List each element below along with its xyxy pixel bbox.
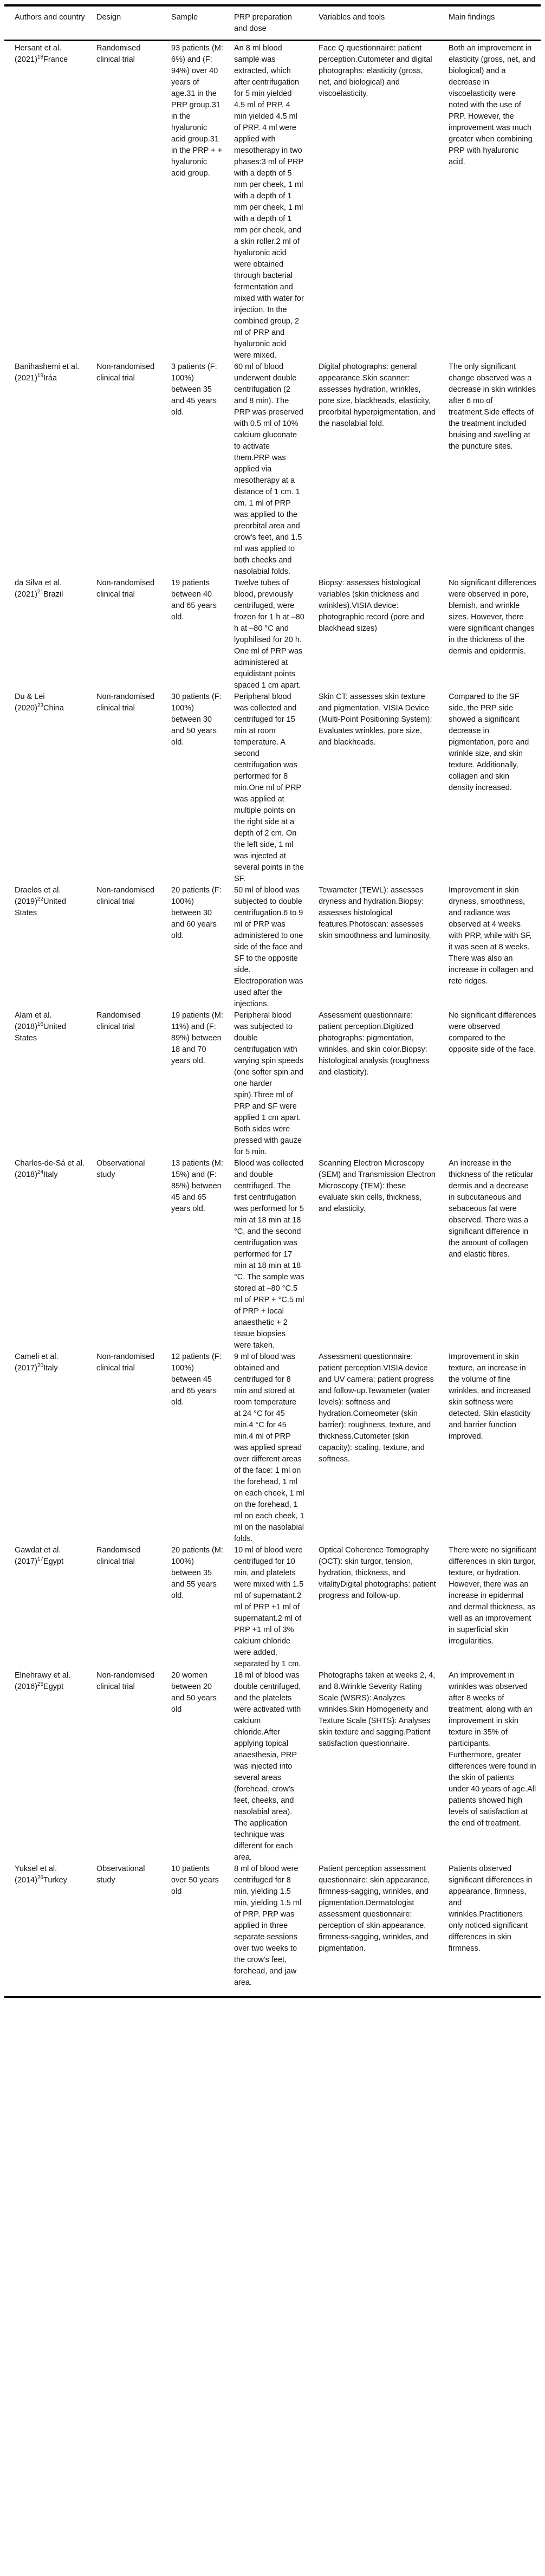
cell-design: Randomised clinical trial	[96, 1011, 141, 1031]
cell-variables-tools: Skin CT: assesses skin texture and pigmentation. VISIA Device (Multi-Point Positioning System): Evaluates wrinkles, pore size, and blackheads.	[319, 692, 432, 747]
cell-design: Observational study	[96, 1159, 145, 1179]
country-label: China	[43, 704, 64, 713]
cell-main-findings: Compared to the SF side, the PRP side showed a significant decrease in pigmentation, pore and wrinkle size, and skin texture. Additionally, collagen and skin density increased.	[449, 692, 529, 792]
reference-superscript: 24	[37, 1169, 44, 1176]
cell-main-findings: Patients observed significant differences in appearance, firmness, and wrinkles.Practitioners only noticed significant differences in skin firmness.	[449, 1865, 533, 1953]
cell-sample: 19 patients (M: 11%) and (F: 89%) between 18 and 70 years old.	[171, 1011, 223, 1065]
cell-authors-country	[4, 1545, 96, 1670]
cell-variables-tools: Optical Coherence Tomography (OCT): skin turgor, tension, hydration, thickness, and vitalityDigital photographs: patient progress and follow-up.	[319, 1546, 436, 1600]
cell-prp-preparation: Blood was collected and double centrifuged. The first centrifugation was performed for 5 min at 18 min at 18 °C, and the second centrifugation was performed for 17 min at 18 min at 18 °C. The sample was stored at –80 °C.5 ml of PRP + °C.5 ml of PRP + local anaesthetic + 2 tissue biopsies were taken.	[234, 1159, 304, 1350]
cell-prp-preparation: Twelve tubes of blood, previously centrifuged, were frozen for 1 h at –80 h at –80 °C and lyophilised for 20 h. One ml of PRP was administered at equidistant points spaced 1 cm apart.	[234, 579, 304, 690]
cell-authors-country	[4, 1863, 96, 1997]
table-row	[4, 691, 541, 885]
table-row	[4, 578, 541, 691]
country-label: Italy	[43, 1364, 58, 1373]
cell-design: Observational study	[96, 1865, 145, 1885]
reference-superscript: 19	[37, 373, 44, 379]
table-row	[4, 41, 541, 362]
cell-prp-preparation: 50 ml of blood was subjected to double centrifugation.6 to 9 ml of PRP was administered to one side of the face and SF to the opposite side. Electroporation was used after the injections.	[234, 886, 303, 1008]
cell-sample: 93 patients (M: 6%) and (F: 94%) over 40 years of age.31 in the PRP group.31 in the hyaluronic acid group.31 in the PRP + + hyaluronic acid group.	[171, 44, 223, 178]
cell-variables-tools: Digital photographs: general appearance.Skin scanner: assesses hydration, wrinkles, pore size, blackheads, elasticity, preorbital hyperpigmentation, and the nasolabial fold.	[319, 363, 436, 428]
cell-prp-preparation: 9 ml of blood was obtained and centrifuged for 8 min and stored at room temperature at 24 °C for 45 min.4 °C for 45 min.4 ml of PRP was applied spread over different areas of the face: 1 ml on the forehead, 1 ml on each cheek, 1 ml on the forehead, 1 ml on each cheek, 1 ml on the nasolabial folds.	[234, 1352, 304, 1543]
country-label: Brazil	[43, 590, 63, 599]
author-name: Cameli et al. (2017)	[15, 1352, 59, 1373]
cell-sample: 19 patients between 40 and 65 years old.	[171, 579, 217, 622]
reference-superscript: 18	[37, 54, 44, 61]
author-name: Draelos et al. (2019)	[15, 886, 61, 906]
cell-design: Non-randomised clinical trial	[96, 1671, 155, 1691]
cell-authors-country	[4, 1351, 96, 1545]
cell-variables-tools: Assessment questionnaire: patient perception.VISIA device and UV camera: patient progress and follow-up.Tewameter (water levels): softness and hydration.Corneometer (skin barrier): roughness, texture, and thickness.Cutometer (skin capacity): scaling, texture, and softness.	[319, 1352, 434, 1464]
cell-main-findings: An improvement in wrinkles was observed after 8 weeks of treatment, along with an improvement in skin texture in 35% of participants. Furthermore, greater differences were found in the skin of patients under 40 years of age.All patients showed high levels of satisfaction at the end of treatment.	[449, 1671, 536, 1828]
cell-design: Non-randomised clinical trial	[96, 1352, 155, 1373]
author-name: Yuksel et al. (2014)	[15, 1865, 57, 1885]
cell-prp-preparation: 60 ml of blood underwent double centrifugation (2 and 8 min). The PRP was preserved with 0.5 ml of 10% calcium gluconate to activate them.PRP was applied via mesotherapy at a distance of 1 cm. 1 cm. 1 ml of PRP was applied to the preorbital area and crow's feet, and 1.5 ml was applied to both cheeks and nasolabial folds.	[234, 363, 303, 576]
cell-authors-country	[4, 1670, 96, 1863]
cell-sample: 20 patients (M: 100%) between 35 and 55 years old.	[171, 1546, 223, 1600]
col-header-main-findings: Main findings	[449, 5, 541, 41]
cell-main-findings: No significant differences were observed compared to the opposite side of the face.	[449, 1011, 536, 1054]
cell-variables-tools: Biopsy: assesses histological variables (skin thickness and wrinkles).VISIA device: photographic record (pore and blackhead sizes)	[319, 579, 425, 633]
reference-superscript: 21	[37, 589, 44, 596]
table-row	[4, 1010, 541, 1158]
cell-variables-tools: Photographs taken at weeks 2, 4, and 8.Wrinkle Severity Rating Scale (WSRS): Analyzes wrinkles.Skin Homogeneity and Texture Scale (SHTS): Analyses skin texture and sagging.Patient satisfaction questionnaire.	[319, 1671, 436, 1748]
cell-design: Non-randomised clinical trial	[96, 363, 155, 383]
studies-table	[4, 4, 541, 1998]
cell-sample: 13 patients (M: 15%) and (F: 85%) between 45 and 65 years old.	[171, 1159, 223, 1213]
cell-sample: 12 patients (F: 100%) between 45 and 65 years old.	[171, 1352, 222, 1407]
cell-sample: 10 patients over 50 years old	[171, 1865, 219, 1896]
cell-main-findings: Both an improvement in elasticity (gross, net, and biological) and a decrease in viscoelasticity were noted with the use of PRP. However, the improvement was much greater when combining PRP with hyaluronic acid.	[449, 44, 536, 166]
cell-prp-preparation: Peripheral blood was subjected to double centrifugation with varying spin speeds (one softer spin and one harder spin).Three ml of PRP and SF were applied 1 cm apart. Both sides were pressed with gauze for 5 min.	[234, 1011, 304, 1156]
author-name: Charles-de-Sá et al. (2018)	[15, 1159, 85, 1179]
author-name: Hersant et al. (2021)	[15, 44, 62, 64]
table-row	[4, 361, 541, 578]
author-name: da Silva et al. (2021)	[15, 579, 62, 599]
cell-authors-country	[4, 1010, 96, 1158]
cell-authors-country	[4, 691, 96, 885]
reference-superscript: 25	[37, 1681, 44, 1688]
col-header-design: Design	[96, 5, 171, 41]
cell-main-findings: Improvement in skin dryness, smoothness, and radiance was observed at 4 weeks with PRP, while with SF, it was seen at 8 weeks. There was also an increase in collagen and rete ridges.	[449, 886, 534, 986]
table-row	[4, 1158, 541, 1351]
reference-superscript: 23	[37, 703, 44, 709]
cell-prp-preparation: 18 ml of blood was double centrifuged, and the platelets were activated with calcium chloride.After applying topical anaesthesia, PRP was injected into several areas (forehead, crow's feet, cheeks, and nasolabial area). The application technique was different for each area.	[234, 1671, 301, 1862]
col-header-variables-tools: Variables and tools	[319, 5, 449, 41]
cell-variables-tools: Patient perception assessment questionnaire: skin appearance, firmness-sagging, wrinkles, and pigmentation.Dermatologist assessment questionnaire: perception of skin appearance, firmness-sagging, wrinkles, and pigmentation.	[319, 1865, 430, 1953]
author-name: Alam et al. (2018)	[15, 1011, 52, 1031]
cell-prp-preparation: 8 ml of blood were centrifuged for 8 min, yielding 1.5 min, yielding 1.5 ml of PRP. PRP was applied in three separate sessions over two weeks to the crow's feet, forehead, and jaw area.	[234, 1865, 302, 1987]
reference-superscript: 20	[37, 1363, 44, 1369]
cell-main-findings: Improvement in skin texture, an increase in the volume of fine wrinkles, and increased skin softness were detected. Skin elasticity and barrier function improved.	[449, 1352, 531, 1441]
cell-design: Non-randomised clinical trial	[96, 692, 155, 713]
cell-prp-preparation: An 8 ml blood sample was extracted, which after centrifugation for 5 min yielded 4.5 ml of PRP. 4 min yielded 4.5 ml of PRP. 4 ml were applied with mesotherapy in two phases:3 ml of PRP with a depth of 5 mm per cheek, 1 ml with a depth of 1 mm per cheek, 1 ml with a depth of 1 mm per cheek, and a skin roller.2 ml of hyaluronic acid were obtained through bacterial fermentation and mixed with water for injection. In the combined group, 2 ml of PRP and hyaluronic acid were mixed.	[234, 44, 304, 360]
country-label: France	[43, 55, 68, 64]
col-header-prp-preparation: PRP preparation and dose	[234, 5, 319, 41]
author-name: Du & Lei (2020)	[15, 692, 45, 713]
cell-authors-country	[4, 41, 96, 362]
cell-authors-country	[4, 361, 96, 578]
cell-variables-tools: Face Q questionnaire: patient perception.Cutometer and digital photographs: elasticity (gross, net, and biological) and viscoelasticity.	[319, 44, 432, 98]
reference-superscript: 26	[37, 1875, 44, 1881]
country-label: Italy	[43, 1170, 58, 1179]
cell-design: Non-randomised clinical trial	[96, 579, 155, 599]
country-label: United States	[15, 897, 66, 917]
author-name: Banihashemi et al. (2021)	[15, 363, 80, 383]
table-row	[4, 885, 541, 1010]
cell-authors-country	[4, 1158, 96, 1351]
country-label: Iráa	[43, 374, 57, 383]
cell-main-findings: An increase in the thickness of the reticular dermis and a decrease in subcutaneous and sebaceous fat were observed. There was a significant difference in the amount of collagen and elastic fibres.	[449, 1159, 534, 1259]
cell-variables-tools: Tewameter (TEWL): assesses dryness and hydration.Biopsy: assesses histological features.Photoscan: assesses skin smoothness and luminosity.	[319, 886, 431, 940]
cell-sample: 20 women between 20 and 50 years old	[171, 1671, 217, 1714]
reference-superscript: 22	[37, 896, 44, 903]
cell-sample: 3 patients (F: 100%) between 35 and 45 years old.	[171, 363, 217, 417]
table-row	[4, 1545, 541, 1670]
cell-authors-country	[4, 578, 96, 691]
cell-sample: 30 patients (F: 100%) between 30 and 50 years old.	[171, 692, 222, 747]
cell-design: Randomised clinical trial	[96, 44, 141, 64]
cell-main-findings: There were no significant differences in skin turgor, texture, or hydration. However, there was an increase in epidermal and dermal thickness, as well as an improvement in superficial skin irregularities.	[449, 1546, 536, 1646]
table-header	[4, 5, 541, 41]
cell-authors-country	[4, 885, 96, 1010]
cell-variables-tools: Assessment questionnaire: patient perception.Digitized photographs: pigmentation, wrinkles, and skin color.Biopsy: histological analysis (roughness and elasticity).	[319, 1011, 430, 1077]
country-label: United States	[15, 1022, 66, 1043]
reference-superscript: 16	[37, 1021, 44, 1028]
table-row	[4, 1863, 541, 1997]
header-row	[4, 5, 541, 41]
col-header-sample: Sample	[171, 5, 234, 41]
country-label: Egypt	[43, 1682, 64, 1691]
table-body	[4, 41, 541, 1997]
cell-sample: 20 patients (F: 100%) between 30 and 60 years old.	[171, 886, 222, 940]
cell-design: Randomised clinical trial	[96, 1546, 141, 1566]
cell-prp-preparation: Peripheral blood was collected and centrifuged for 15 min at room temperature. A second centrifugation was performed for 8 min.One ml of PRP was applied at multiple points on the right side at a depth of 2 cm. On the left side, 1 ml was injected at several points in the SF.	[234, 692, 304, 883]
country-label: Turkey	[43, 1876, 67, 1885]
country-label: Egypt	[43, 1557, 64, 1566]
reference-superscript: 17	[37, 1556, 44, 1563]
col-header-authors-country: Authors and country	[4, 5, 96, 41]
author-name: Elnehrawy et al. (2016)	[15, 1671, 71, 1691]
cell-main-findings: No significant differences were observed in pore, blemish, and wrinkle sizes. However, there were significant changes in the thickness of the dermis and epidermis.	[449, 579, 536, 656]
table-row	[4, 1351, 541, 1545]
cell-variables-tools: Scanning Electron Microscopy (SEM) and Transmission Electron Microscopy (TEM): these evaluate skin cells, thickness, and elasticity.	[319, 1159, 436, 1213]
cell-prp-preparation: 10 ml of blood were centrifuged for 10 min, and platelets were mixed with 1.5 ml of supernatant.2 ml of PRP +1 ml of supernatant.2 ml of PRP +1 ml of 3% calcium chloride were added, separated by 1 cm.	[234, 1546, 304, 1668]
author-name: Gawdat et al. (2017)	[15, 1546, 61, 1566]
cell-design: Non-randomised clinical trial	[96, 886, 155, 906]
table-row	[4, 1670, 541, 1863]
cell-main-findings: The only significant change observed was a decrease in skin wrinkles after 6 mo of treatment.Side effects of the treatment included bruising and swelling at the puncture sites.	[449, 363, 536, 451]
